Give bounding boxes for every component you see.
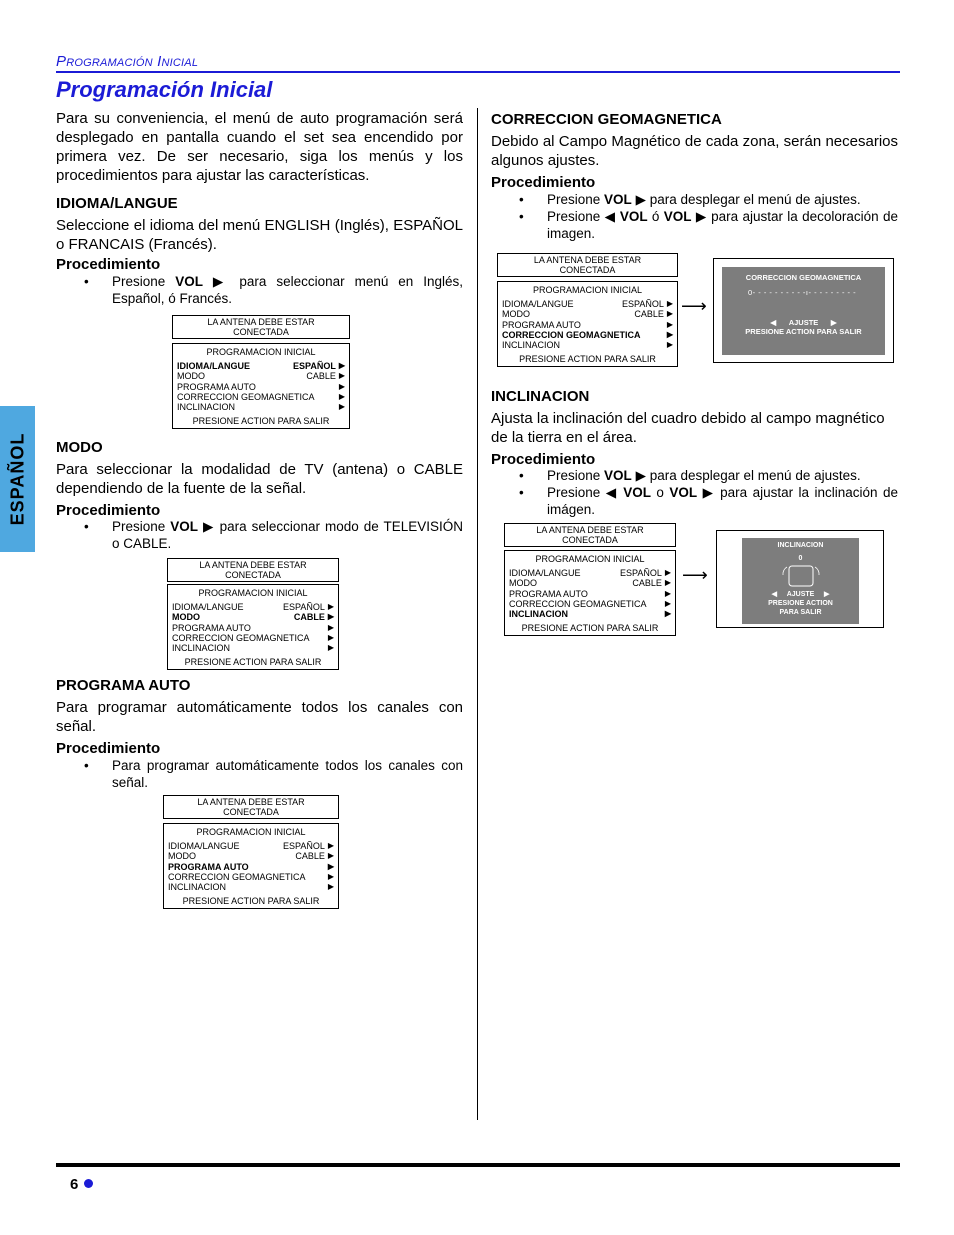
- right-triangle-icon: ▶: [664, 588, 671, 598]
- osd-row-incl: INCLINACION ▶: [177, 402, 345, 413]
- right-triangle-icon: ▶: [664, 609, 671, 619]
- right-triangle-icon: ▶: [635, 192, 646, 207]
- geo-proc-heading: Procedimiento: [491, 174, 596, 191]
- modo-bullets: [56, 518, 463, 552]
- right-triangle-icon: ▶: [664, 568, 671, 578]
- left-triangle-icon: ◀: [605, 485, 618, 500]
- right-triangle-icon: ▶: [666, 309, 673, 319]
- right-triangle-icon: ▶: [830, 318, 837, 327]
- auto-bullet: • Para programar automáticamente todos los canales con señal.: [56, 757, 463, 791]
- right-triangle-icon: ▶: [327, 622, 334, 632]
- osd-antenna-box: LA ANTENA DEBE ESTAR CONECTADA: [172, 315, 350, 339]
- right-triangle-icon: ▶: [212, 274, 230, 289]
- osd-row-modo: MODO CABLE ▶: [177, 371, 345, 382]
- geo-heading: CORRECCION GEOMAGNETICA: [491, 111, 722, 128]
- osd-row-idioma: IDIOMA/LANGUE ESPAÑOL ▶: [168, 841, 334, 852]
- right-triangle-icon: ▶: [695, 209, 707, 224]
- osd-antenna-box: LA ANTENA DEBE ESTAR CONECTADA: [504, 523, 676, 547]
- osd-row-modo: MODO CABLE ▶: [509, 578, 671, 589]
- auto-proc-heading: Procedimiento: [56, 740, 161, 757]
- osd-menu-box: PROGRAMACION INICIAL IDIOMA/LANGUE ESPAÑOL ▶ MODO CABLE ▶ PROGRAMA AUTO ▶ CORRECCION GEOMAGNETICA ▶ INCLINACION ▶ PRESIONE ACTION PARA SALIR: [172, 343, 350, 429]
- modo-bullet: • Presione VOL ▶ para seleccionar modo de TELEVISIÓN o CABLE.: [56, 518, 463, 552]
- geo-bullets: [491, 191, 898, 242]
- osd-row-geo: CORRECCION GEOMAGNETICA ▶: [172, 632, 334, 643]
- incl-bullet-1: • Presione VOL ▶ para desplegar el menú de ajustes.: [491, 467, 898, 484]
- modo-text: Para seleccionar la modalidad de TV (antena) o CABLE dependiendo de la fuente de la señal.: [56, 461, 463, 497]
- running-head: Programación Inicial: [56, 53, 199, 70]
- auto-text: Para programar automáticamente todos los canales con señal.: [56, 699, 463, 735]
- osd-row-geo: CORRECCION GEOMAGNETICA ▶: [502, 329, 673, 340]
- osd-row-auto: PROGRAMA AUTO ▶: [509, 588, 671, 599]
- header-rule: [56, 71, 900, 73]
- right-triangle-icon: ▶: [327, 882, 334, 892]
- osd-row-geo: CORRECCION GEOMAGNETICA ▶: [177, 391, 345, 402]
- incl-adjust-row: ◀ AJUSTE ▶: [771, 591, 830, 598]
- osd-row-idioma: IDIOMA/LANGUE ESPAÑOL ▶: [177, 361, 345, 372]
- geo-scale: 0- - - - - - - - - -ı- - - - - - - - -: [748, 288, 857, 297]
- side-tab-label: ESPAÑOL: [7, 432, 27, 526]
- right-triangle-icon: ▶: [338, 402, 345, 412]
- idioma-text: Seleccione el idioma del menú ENGLISH (Inglés), ESPAÑOL o FRANCAIS (Francés).: [56, 217, 463, 253]
- modo-proc-heading: Procedimiento: [56, 502, 161, 519]
- osd-row-incl: INCLINACION ▶: [172, 643, 334, 654]
- modo-section: [56, 438, 463, 520]
- osd-menu-geo: [497, 253, 678, 365]
- right-triangle-icon: ▶: [327, 841, 334, 851]
- incl-section: [491, 387, 898, 469]
- incl-screen-panel: [742, 538, 859, 624]
- incl-exit-1: PRESIONE ACTION: [768, 600, 833, 607]
- osd-menu-incl: [504, 523, 676, 634]
- osd-row-incl: INCLINACION ▶: [502, 340, 673, 351]
- incl-exit-2: PARA SALIR: [779, 609, 822, 616]
- right-triangle-icon: ▶: [327, 643, 334, 653]
- right-triangle-icon: ▶: [666, 340, 673, 350]
- right-triangle-icon: ▶: [327, 871, 334, 881]
- geo-screen-title: CORRECCION GEOMAGNETICA: [745, 273, 862, 282]
- page-title: Programación Inicial: [56, 77, 273, 102]
- incl-bullet-2: • Presione ◀ VOL o VOL ▶ para ajustar la inclinación de imágen.: [491, 484, 898, 518]
- page-number: 6: [70, 1176, 93, 1193]
- osd-menu-idioma: [172, 315, 350, 427]
- incl-value: 0: [798, 555, 803, 562]
- osd-menu-modo: [167, 558, 339, 668]
- osd-row-idioma: IDIOMA/LANGUE ESPAÑOL ▶: [509, 568, 671, 579]
- right-triangle-icon: ▶: [327, 861, 334, 871]
- right-triangle-icon: ▶: [338, 361, 345, 371]
- long-right-arrow-icon: ⟶: [682, 565, 708, 585]
- osd-menu-auto: [163, 795, 339, 907]
- right-triangle-icon: ▶: [824, 591, 830, 598]
- left-triangle-icon: ◀: [770, 318, 777, 327]
- osd-row-incl: INCLINACION ▶: [168, 882, 334, 893]
- incl-screen-title: INCLINACION: [777, 542, 824, 549]
- osd-menu-box: PROGRAMACION INICIAL IDIOMA/LANGUE ESPAÑOL ▶ MODO CABLE ▶ PROGRAMA AUTO ▶ CORRECCION GEOMAGNETICA ▶ INCLINACION ▶ PRESIONE ACTION PARA SALIR: [163, 823, 339, 909]
- osd-row-auto: PROGRAMA AUTO ▶: [502, 319, 673, 330]
- idioma-bullet: • Presione VOL ▶ para seleccionar menú en Inglés, Español, ó Francés.: [56, 273, 463, 307]
- right-triangle-icon: ▶: [338, 391, 345, 401]
- geo-adjust-row: ◀ AJUSTE ▶: [770, 318, 837, 327]
- right-triangle-icon: ▶: [327, 632, 334, 642]
- auto-section: [56, 676, 463, 758]
- osd-menu-box: PROGRAMACION INICIAL IDIOMA/LANGUE ESPAÑOL ▶ MODO CABLE ▶ PROGRAMA AUTO ▶ CORRECCION GEOMAGNETICA ▶ INCLINACION ▶ PRESIONE ACTION PARA SALIR: [167, 584, 339, 670]
- osd-row-auto: PROGRAMA AUTO ▶: [177, 381, 345, 392]
- left-column: [56, 109, 463, 254]
- right-triangle-icon: ▶: [338, 381, 345, 391]
- osd-menu-box: PROGRAMACION INICIAL IDIOMA/LANGUE ESPAÑOL ▶ MODO CABLE ▶ PROGRAMA AUTO ▶ CORRECCION GEOMAGNETICA ▶ INCLINACION ▶ PRESIONE ACTION PARA SALIR: [497, 281, 678, 367]
- incl-bullets: [491, 467, 898, 518]
- modo-heading: MODO: [56, 439, 103, 456]
- osd-row-geo: CORRECCION GEOMAGNETICA ▶: [168, 871, 334, 882]
- geo-adjust-screen: [713, 258, 894, 363]
- osd-row-incl: INCLINACION ▶: [509, 609, 671, 620]
- geo-bullet-1: • Presione VOL ▶ para desplegar el menú de ajustes.: [491, 191, 898, 208]
- left-triangle-icon: ◀: [604, 209, 616, 224]
- osd-row-idioma: IDIOMA/LANGUE ESPAÑOL ▶: [502, 299, 673, 310]
- geo-section: [491, 110, 898, 192]
- right-triangle-icon: ▶: [666, 329, 673, 339]
- left-triangle-icon: ◀: [771, 591, 777, 598]
- right-triangle-icon: ▶: [327, 602, 334, 612]
- intro-paragraph: Para su conveniencia, el menú de auto programación será desplegado en pantalla cuando el set sea encendido por primera vez. De ser necesario, siga los menús y los procedimientos para ajustar las características.: [56, 110, 463, 184]
- right-triangle-icon: ▶: [338, 371, 345, 381]
- bullet-dot-icon: [84, 1179, 93, 1188]
- auto-heading: PROGRAMA AUTO: [56, 677, 191, 694]
- footer-rule: [56, 1163, 900, 1167]
- right-triangle-icon: ▶: [702, 485, 715, 500]
- osd-row-modo: MODO CABLE ▶: [502, 309, 673, 320]
- osd-row-geo: CORRECCION GEOMAGNETICA ▶: [509, 598, 671, 609]
- right-triangle-icon: ▶: [203, 519, 215, 534]
- incl-adjust-screen: [716, 530, 884, 628]
- right-triangle-icon: ▶: [664, 598, 671, 608]
- geo-bullet-2: • Presione ◀ VOL ó VOL ▶ para ajustar la decoloración de imagen.: [491, 208, 898, 242]
- osd-antenna-box: LA ANTENA DEBE ESTAR CONECTADA: [497, 253, 678, 277]
- incl-text: Ajusta la inclinación del cuadro debido al campo magnético de la tierra en el área.: [491, 410, 885, 446]
- right-triangle-icon: ▶: [327, 851, 334, 861]
- osd-row-idioma: IDIOMA/LANGUE ESPAÑOL ▶: [172, 602, 334, 613]
- auto-bullets: [56, 757, 463, 791]
- long-right-arrow-icon: ⟶: [681, 296, 707, 316]
- osd-row-modo: MODO CABLE ▶: [172, 612, 334, 623]
- right-triangle-icon: ▶: [666, 299, 673, 309]
- idioma-bullets: [56, 273, 463, 307]
- idioma-heading: IDIOMA/LANGUE: [56, 195, 178, 212]
- osd-antenna-box: LA ANTENA DEBE ESTAR CONECTADA: [163, 795, 339, 819]
- right-triangle-icon: ▶: [666, 319, 673, 329]
- osd-row-auto: PROGRAMA AUTO ▶: [168, 861, 334, 872]
- osd-row-auto: PROGRAMA AUTO ▶: [172, 622, 334, 633]
- idioma-proc-heading: Procedimiento: [56, 256, 161, 273]
- incl-proc-heading: Procedimiento: [491, 451, 596, 468]
- geo-screen-panel: [722, 267, 885, 355]
- osd-row-modo: MODO CABLE ▶: [168, 851, 334, 862]
- right-triangle-icon: ▶: [664, 578, 671, 588]
- geo-text: Debido al Campo Magnético de cada zona, serán necesarios algunos ajustes.: [491, 133, 898, 169]
- language-side-tab: [0, 406, 35, 552]
- incl-heading: INCLINACION: [491, 388, 590, 405]
- right-triangle-icon: ▶: [327, 612, 334, 622]
- right-triangle-icon: ▶: [635, 468, 646, 483]
- osd-menu-box: PROGRAMACION INICIAL IDIOMA/LANGUE ESPAÑOL ▶ MODO CABLE ▶ PROGRAMA AUTO ▶ CORRECCION GEOMAGNETICA ▶ INCLINACION ▶ PRESIONE ACTION PARA SALIR: [504, 550, 676, 636]
- column-divider: [477, 108, 478, 1120]
- osd-antenna-box: LA ANTENA DEBE ESTAR CONECTADA: [167, 558, 339, 582]
- geo-exit: PRESIONE ACTION PARA SALIR: [745, 327, 862, 336]
- tilt-frame-icon: [779, 563, 823, 589]
